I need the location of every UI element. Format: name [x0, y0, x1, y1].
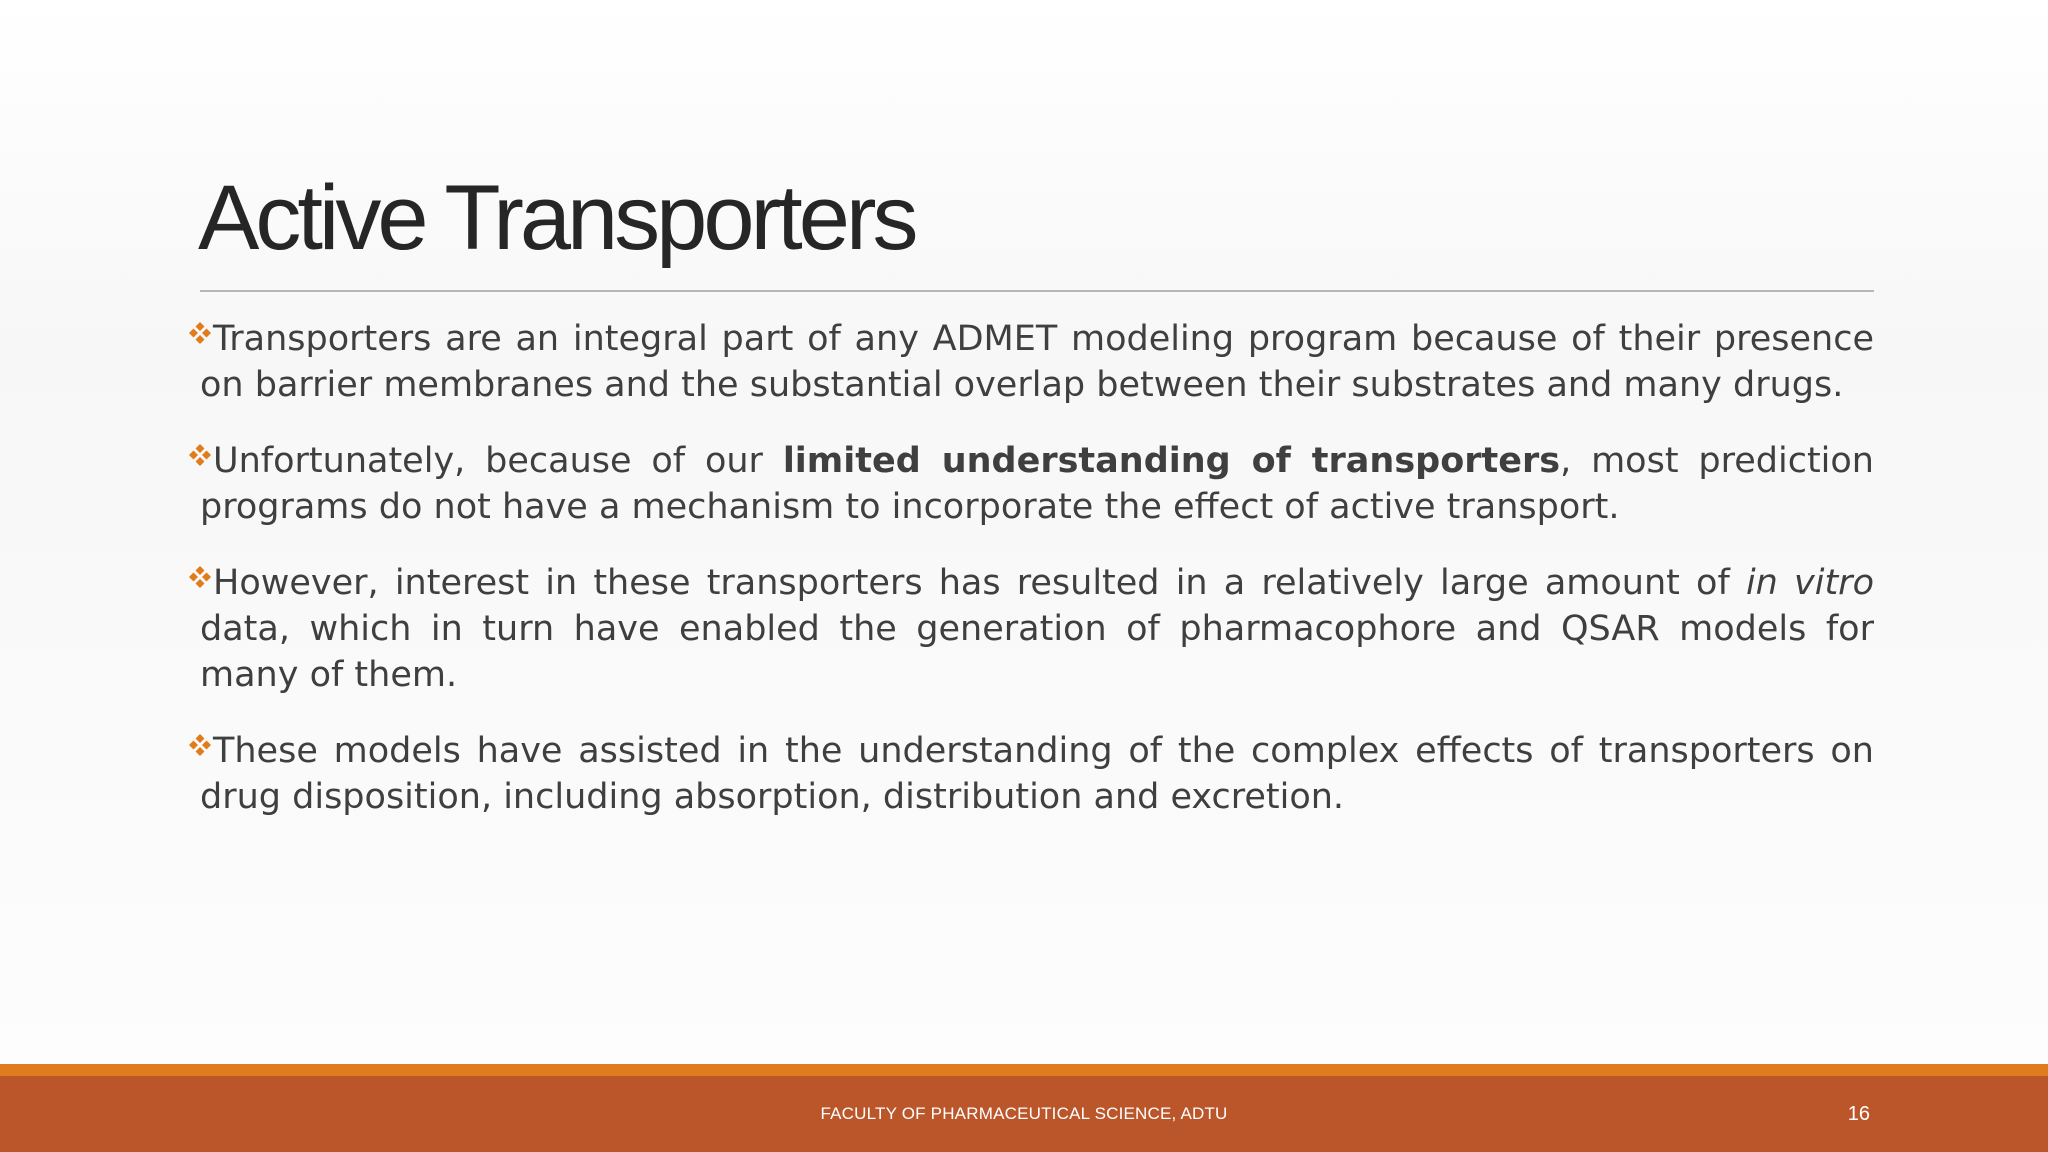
four-diamond-bullet-icon [188, 321, 212, 345]
four-diamond-bullet-icon [188, 443, 212, 467]
slide-title: Active Transporters [198, 167, 915, 269]
footer-accent-stripe [0, 1064, 2048, 1076]
title-divider [200, 290, 1874, 292]
bullet-italic-text: in vitro [1745, 563, 1874, 603]
bullet-item [200, 316, 1874, 408]
bullet-text: data, which in turn have enabled the generation of pharmacophore and QSAR models for many of them. [200, 609, 1874, 695]
bullet-item [200, 560, 1874, 698]
bullet-item [200, 728, 1874, 820]
bullet-text: However, interest in these transporters has resulted in a relatively large amount of [213, 563, 1746, 603]
bullet-bold-text: limited understanding of transporters [782, 441, 1561, 481]
page-number: 16 [1847, 1103, 1870, 1125]
four-diamond-bullet-icon [188, 733, 212, 757]
bullet-text: Transporters are an integral part of any ADMET modeling program because of their presence on barrier membranes and the substantial overlap between their substrates and many drugs. [200, 319, 1874, 405]
bullet-text: Unfortunately, because of our [213, 441, 783, 481]
bullet-text: These models have assisted in the understanding of the complex effects of transporters on drug disposition, including absorption, distribution and excretion. [200, 731, 1874, 817]
four-diamond-bullet-icon [188, 565, 212, 589]
bullet-text: , most prediction programs do not have a mechanism to incorporate the effect of active transport. [200, 441, 1874, 527]
slide-body [200, 316, 1874, 850]
bullet-item [200, 438, 1874, 530]
footer-text: FACULTY OF PHARMACEUTICAL SCIENCE, ADTU [820, 1104, 1228, 1123]
